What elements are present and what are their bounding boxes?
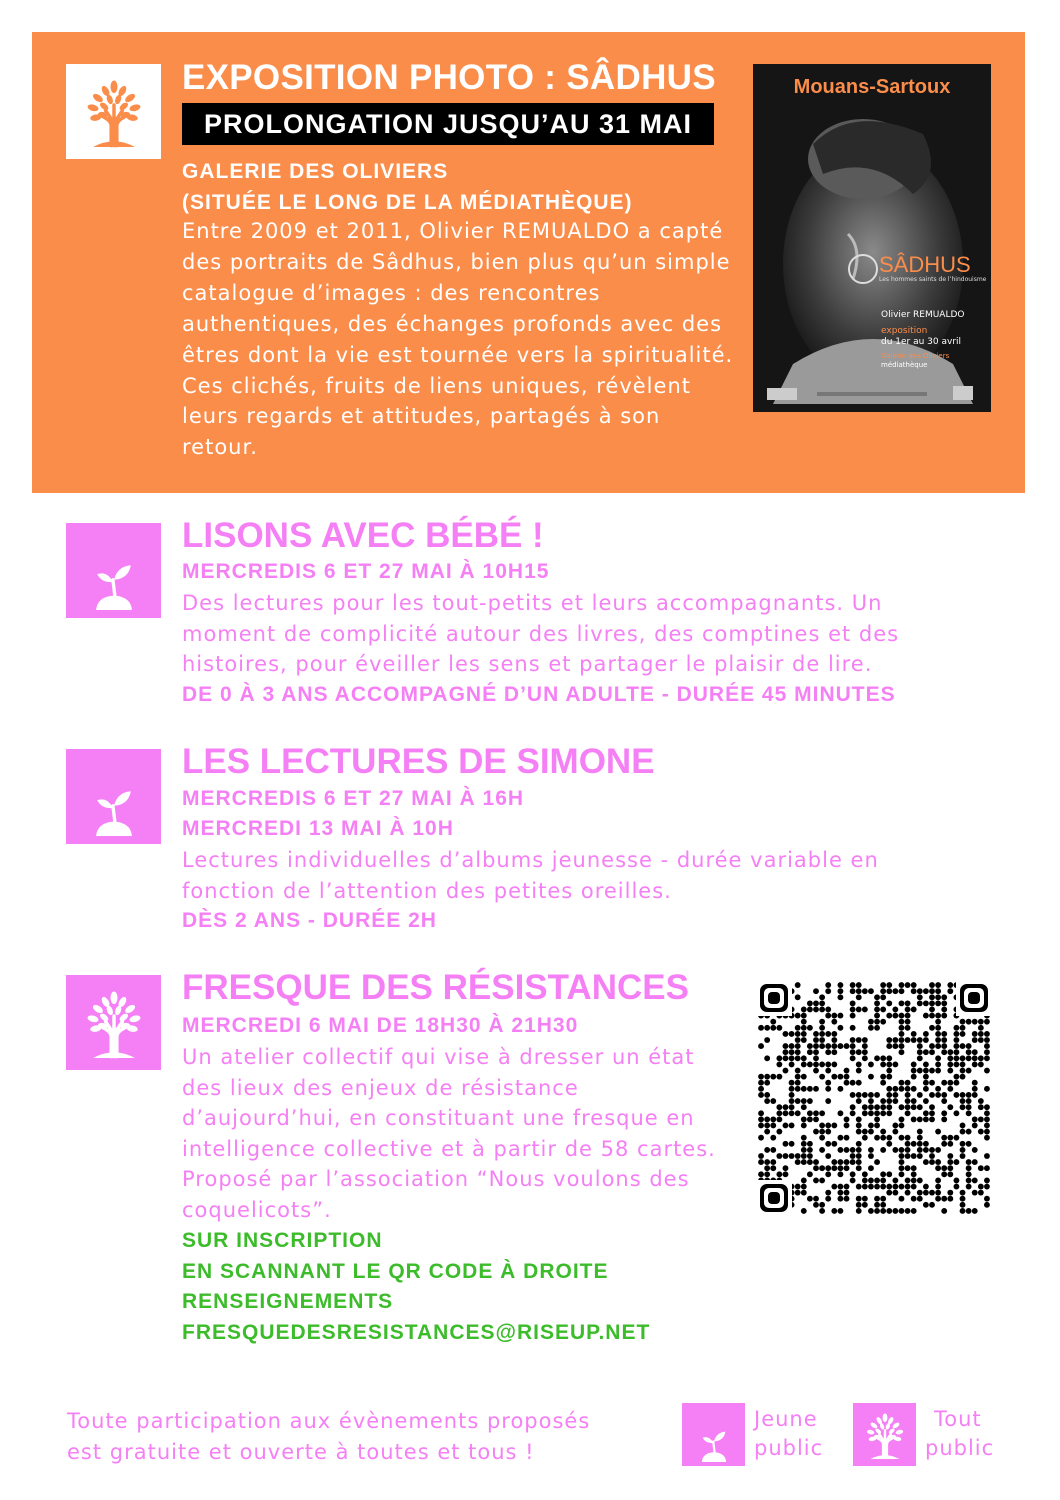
contact-email[interactable]: FRESQUEDESRESISTANCES@RISEUP.NET <box>182 1321 651 1344</box>
event-description: Lectures individuelles d’albums jeunesse - durée variable en fonction de l’attention des petites oreilles. <box>182 848 879 903</box>
registration-label: SUR INSCRIPTION <box>182 1229 383 1252</box>
poster-venue-2: médiathèque <box>881 361 928 369</box>
registration-instructions: EN SCANNANT LE QR CODE À DROITE <box>182 1260 609 1283</box>
tree-icon <box>66 975 161 1070</box>
poster-photo <box>753 64 991 412</box>
exposition-title: EXPOSITION PHOTO : SÂDHUS <box>182 58 716 97</box>
footer-note <box>67 1406 590 1468</box>
exposition-description: Entre 2009 et 2011, Olivier REMUALDO a capté des portraits de Sâdhus, bien plus qu’un simple catalogue d’images : des rencontres authentiques, des échanges profonds avec des êtres dont la vie est tournée vers la spiritualité. Ces clichés, fruits de liens uniques, révèlent leurs regards et attitudes, partagés à son retour. <box>182 219 734 460</box>
event-title: FRESQUE DES RÉSISTANCES <box>182 968 689 1007</box>
poster-author: Olivier REMUALDO <box>881 310 965 320</box>
event-title: LISONS AVEC BÉBÉ ! <box>182 516 544 555</box>
event-audience: DÈS 2 ANS - DURÉE 2H <box>182 909 437 932</box>
qr-code-icon[interactable] <box>758 982 990 1214</box>
location-line-2: (SITUÉE LE LONG DE LA MÉDIATHÈQUE) <box>182 191 633 214</box>
poster-logos <box>767 388 797 400</box>
event-description: Un atelier collectif qui vise à dresser un état des lieux des enjeux de résistance d’aujourd’hui, en constituant une fresque en intelligence collective et à partir de 58 cartes. Proposé par l’association “Nous voulons des coquelicots”. <box>182 1045 716 1222</box>
legend-all-audience <box>925 1405 994 1463</box>
legend-label-line: Jeune <box>754 1407 818 1431</box>
poster-city: Mouans-Sartoux <box>793 76 951 98</box>
legend-young-audience <box>754 1405 823 1463</box>
sprout-icon <box>682 1403 745 1466</box>
sprout-icon <box>66 523 161 618</box>
legend-label-line: public <box>754 1436 824 1460</box>
tree-icon <box>66 64 161 159</box>
footer-line-2: est gratuite et ouverte à toutes et tous ! <box>67 1440 535 1464</box>
event-description: Des lectures pour les tout-petits et leurs accompagnants. Un moment de complicité autour des livres, des comptines et des histoires, pour éveiller les sens et partager le plaisir de lire. <box>182 591 900 676</box>
poster-subtitle: Les hommes saints de l’hindouisme <box>879 276 987 283</box>
event-date: MERCREDIS 6 ET 27 MAI À 16H <box>182 787 525 810</box>
exposition-extension-banner: PROLONGATION JUSQU’AU 31 MAI <box>182 103 714 145</box>
sprout-icon <box>66 749 161 844</box>
poster-dates: du 1er au 30 avril <box>881 337 962 347</box>
poster-footer-line <box>817 392 927 396</box>
footer-line-1: Toute participation aux évènements proposés <box>67 1409 591 1433</box>
location-line-1: GALERIE DES OLIVIERS <box>182 160 449 183</box>
poster-exposition: exposition <box>881 326 928 336</box>
exposition-poster <box>753 64 991 412</box>
legend-label-line: Tout <box>934 1407 982 1431</box>
poster-logo-right <box>953 386 973 400</box>
poster-title: SÂDHUS <box>879 252 971 277</box>
event-audience: DE 0 À 3 ANS ACCOMPAGNÉ D’UN ADULTE - DURÉE 45 MINUTES <box>182 683 896 706</box>
event-date: MERCREDI 13 MAI À 10H <box>182 817 454 840</box>
info-label: RENSEIGNEMENTS <box>182 1290 394 1313</box>
tree-icon <box>853 1403 916 1466</box>
event-date: MERCREDI 6 MAI DE 18H30 À 21H30 <box>182 1014 579 1037</box>
poster-venue: Galerie des Oliviers <box>881 352 950 360</box>
event-date: MERCREDIS 6 ET 27 MAI À 10H15 <box>182 560 550 583</box>
legend-label-line: public <box>925 1436 995 1460</box>
exposition-location <box>182 156 633 218</box>
event-title: LES LECTURES DE SIMONE <box>182 742 655 781</box>
